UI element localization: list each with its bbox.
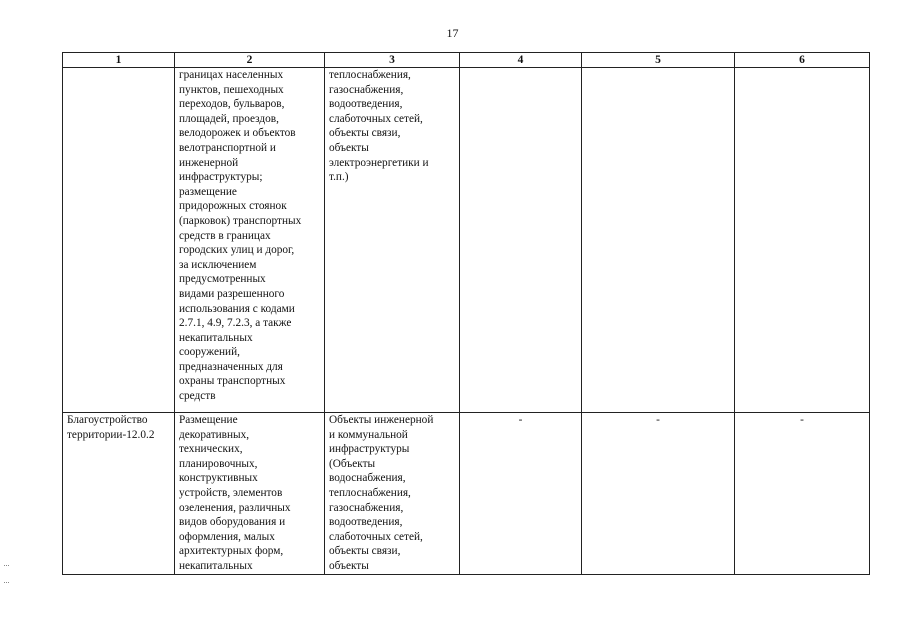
scan-margin-mark [4,565,9,583]
table-cell [175,68,325,413]
table-cell [460,413,582,575]
table-cell [325,68,460,413]
cell-text: - [518,414,523,426]
column-header-5: 5 [582,53,735,68]
cell-text: - [656,414,660,426]
column-header-3: 3 [325,53,460,68]
column-header-6: 6 [735,53,870,68]
table-cell [63,68,175,413]
table-cell [735,413,870,575]
column-header-2: 2 [175,53,325,68]
cell-text: Размещение декоративных, технических, планировочных, конструктивных устройств, элементов озеленения, различных видов оборудования и оформления, малых архитектурных форм, некапитальных [179,414,291,572]
table-cell [735,68,870,413]
table-header-row [63,53,870,68]
table-cell [582,68,735,413]
page-number: 17 [446,26,459,40]
cell-text: Объекты инженерной и коммунальной инфраструктуры (Объекты водоснабжения, теплоснабжения, газоснабжения, водоотведения, слаботочных сетей, объекты связи, объекты [329,414,434,572]
table-cell [63,413,175,575]
column-header-1: 1 [63,53,175,68]
cell-text: границах населенных пунктов, пешеходных переходов, бульваров, площадей, проездов, велодорожек и объектов велотранспортной и инженерной инфраструктуры; размещение придорожных стоянок (парковок) транспортных средств в границах городских улиц и дорог, за исключением предусмотренных видами разрешенного использования с кодами 2.7.1, 4.9, 7.2.3, а также некапитальных сооружений, предназначенных для охраны транспортных средств [179,69,302,403]
table-row [63,413,870,575]
cell-text: теплоснабжения, газоснабжения, водоотведения, слаботочных сетей, объекты связи, объекты электроэнергетики и т.п.) [329,69,429,184]
table-cell [460,68,582,413]
table-cell [582,413,735,575]
table-row [63,68,870,413]
cell-text: - [800,414,804,426]
table-cell [325,413,460,575]
cell-text: Благоустройство территории-12.0.2 [67,414,155,441]
column-header-4: 4 [460,53,582,68]
table-cell [175,413,325,575]
regulations-table [62,52,870,575]
